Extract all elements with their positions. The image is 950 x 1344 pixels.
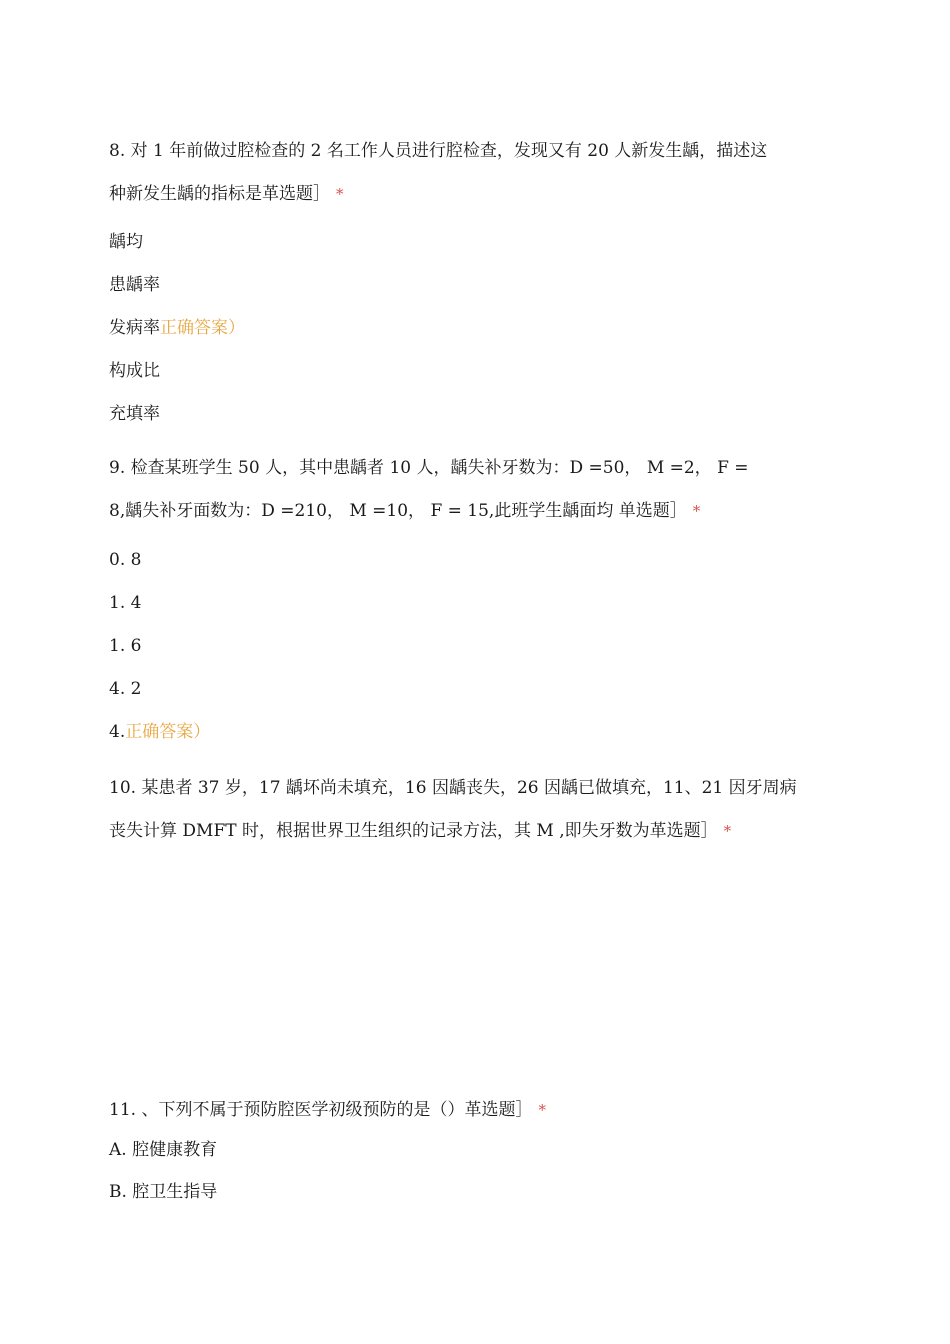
question-9-stem-line-2 (109, 500, 700, 522)
question-8-option-2[interactable]: 患龋率 (109, 275, 160, 295)
required-asterisk-icon: * (723, 822, 732, 840)
question-10-stem-line-2 (109, 820, 731, 842)
required-asterisk-icon: * (692, 502, 701, 520)
question-8-option-5[interactable]: 充填率 (109, 404, 160, 424)
question-11-stem-text: 11. 、下列不属于预防腔医学初级预防的是（）革选题］ (109, 1100, 533, 1120)
question-8-stem-text: 种新发生龋的指标是革选题］ (109, 184, 330, 204)
question-9-stem-line-1: 9. 检查某班学生 50 人，其中患龋者 10 人，龋失补牙数为：D =50， M =2， F = (109, 458, 749, 478)
question-9-option-4[interactable]: 4. 2 (109, 679, 142, 699)
question-8-option-3-text: 发病率 (109, 318, 160, 338)
required-asterisk-icon: * (538, 1101, 546, 1119)
question-9-option-3[interactable]: 1. 6 (109, 636, 142, 656)
question-9-option-5-text: 4. (109, 722, 126, 742)
question-8-stem-line-2 (109, 183, 344, 205)
question-9-stem-text: 8,龋失补牙面数为：D =210， M =10， F = 15,此班学生龋面均 单选题］ (109, 501, 687, 521)
question-8-option-4[interactable]: 构成比 (109, 361, 160, 381)
correct-answer-note: 正确答案） (125, 722, 211, 742)
question-11-option-b[interactable]: B. 腔卫生指导 (109, 1182, 218, 1202)
question-9-option-1[interactable]: 0. 8 (109, 550, 142, 570)
question-11-option-a[interactable]: A. 腔健康教育 (109, 1140, 218, 1160)
question-10-stem-line-1: 10. 某患者 37 岁，17 龋坏尚未填充，16 因龋丧失，26 因龋已做填充，11、21 因牙周病 (109, 778, 797, 798)
required-asterisk-icon: * (336, 185, 344, 203)
question-9-option-2[interactable]: 1. 4 (109, 593, 142, 613)
question-9-option-5[interactable] (109, 721, 210, 743)
question-8-stem-line-1: 8. 对 1 年前做过腔检查的 2 名工作人员进行腔检查，发现又有 20 人新发生龋，描述这 (109, 141, 768, 161)
correct-answer-note: 正确答案） (160, 318, 245, 338)
question-10-stem-text: 丧失计算 DMFT 时，根据世界卫生组织的记录方法，其 M ,即失牙数为革选题］ (109, 821, 718, 841)
question-8-option-3[interactable] (109, 317, 245, 339)
question-11-stem-line-1 (109, 1099, 546, 1121)
question-8-option-1[interactable]: 龋均 (109, 232, 143, 252)
